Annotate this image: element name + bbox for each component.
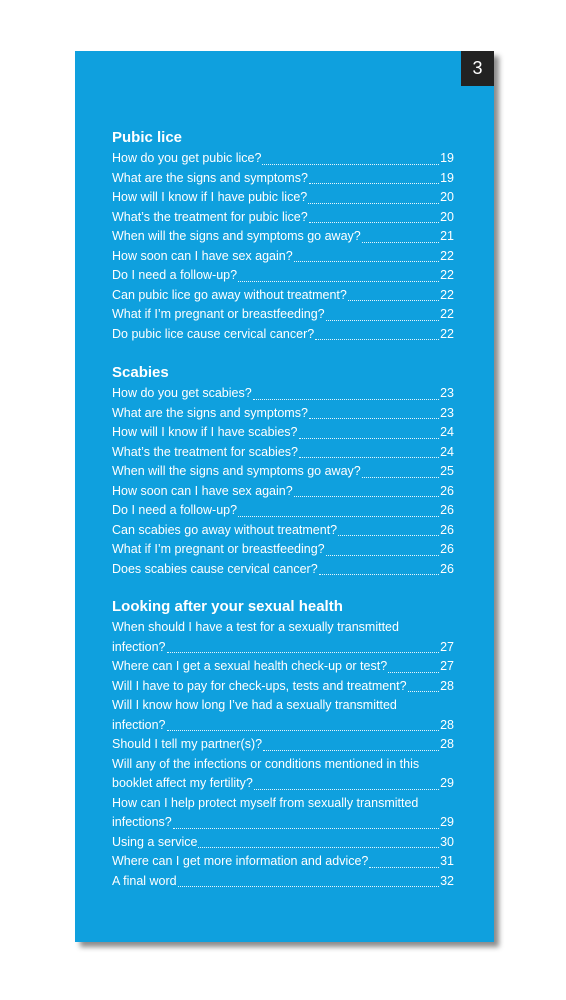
toc-entry[interactable] xyxy=(112,443,454,463)
toc-entry-page: 31 xyxy=(440,854,454,868)
section-title: Scabies xyxy=(112,364,169,381)
toc-entry[interactable] xyxy=(112,735,454,755)
toc-entry[interactable] xyxy=(112,833,454,853)
toc-entry[interactable] xyxy=(112,774,454,794)
toc-entry-title: How soon can I have sex again? xyxy=(112,483,293,498)
dot-leader xyxy=(348,299,439,301)
dot-leader xyxy=(167,651,440,653)
toc-entry-title: How do you get pubic lice? xyxy=(112,151,262,165)
toc-entry-title: How will I know if I have pubic lice? xyxy=(112,190,308,204)
toc-entry-page: 24 xyxy=(440,444,454,459)
dot-leader xyxy=(362,241,439,243)
toc-entry[interactable] xyxy=(112,305,454,325)
toc-entry[interactable] xyxy=(112,404,454,424)
toc-entry-page: 29 xyxy=(440,776,454,790)
dot-leader xyxy=(309,221,439,223)
dot-leader xyxy=(294,260,439,262)
toc-entry-page: 24 xyxy=(440,425,454,439)
toc-entry-title: What’s the treatment for pubic lice? xyxy=(112,209,308,224)
dot-leader xyxy=(167,729,440,731)
toc-entry-text-line[interactable]: Will any of the infections or conditions mentioned in this xyxy=(112,756,420,771)
toc-entry-title: Will I have to pay for check-ups, tests and treatment? xyxy=(112,678,407,693)
toc-entry-title: Should I tell my partner(s)? xyxy=(112,737,263,751)
toc-entry-title: Can pubic lice go away without treatment? xyxy=(112,287,347,302)
dot-leader xyxy=(178,885,439,887)
dot-leader xyxy=(362,476,439,478)
toc-entries xyxy=(112,384,454,579)
toc-entry[interactable] xyxy=(112,188,454,208)
toc-entry-page: 30 xyxy=(440,834,454,849)
toc-entry-page: 25 xyxy=(440,464,454,478)
toc-entry[interactable] xyxy=(112,286,454,306)
toc-entry[interactable] xyxy=(112,423,454,443)
toc-entry[interactable] xyxy=(112,852,454,872)
toc-entry-page: 29 xyxy=(440,815,454,829)
dot-leader xyxy=(299,456,439,458)
dot-leader xyxy=(308,202,439,204)
toc-entry-page: 26 xyxy=(440,483,454,498)
toc-entry[interactable] xyxy=(112,657,454,677)
toc-entry-page: 26 xyxy=(440,561,454,576)
toc-entry-title: Do I need a follow-up? xyxy=(112,268,238,282)
toc-entries xyxy=(112,618,454,891)
toc-entry[interactable] xyxy=(112,227,454,247)
dot-leader xyxy=(198,846,439,848)
toc-entry[interactable] xyxy=(112,560,454,580)
dot-leader xyxy=(408,690,440,692)
toc-entry-page: 26 xyxy=(440,522,454,537)
toc-entry-text-line[interactable]: How can I help protect myself from sexually transmitted xyxy=(112,795,419,810)
toc-entry-page: 19 xyxy=(440,151,454,165)
toc-entry-title: What are the signs and symptoms? xyxy=(112,170,308,185)
dot-leader xyxy=(338,534,439,536)
toc-entries xyxy=(112,149,454,344)
toc-entry[interactable] xyxy=(112,521,454,541)
toc-entry[interactable] xyxy=(112,462,454,482)
toc-section-scabies xyxy=(112,363,454,579)
toc-entry[interactable] xyxy=(112,872,454,892)
toc-entry[interactable] xyxy=(112,266,454,286)
dot-leader xyxy=(388,671,439,673)
toc-entry[interactable] xyxy=(112,247,454,267)
dot-leader xyxy=(309,182,439,184)
toc-entry[interactable] xyxy=(112,208,454,228)
dot-leader xyxy=(173,827,439,829)
toc-entry-title: What if I’m pregnant or breastfeeding? xyxy=(112,542,325,556)
toc-entry[interactable] xyxy=(112,813,454,833)
toc-entry-title: How do you get scabies? xyxy=(112,386,252,400)
dot-leader xyxy=(238,515,439,517)
toc-entry-page: 20 xyxy=(440,190,454,204)
toc-entry-title: How soon can I have sex again? xyxy=(112,248,293,263)
toc-entry-page: 22 xyxy=(440,248,454,263)
toc-entry[interactable] xyxy=(112,540,454,560)
toc-entry[interactable] xyxy=(112,677,454,697)
toc-entry-text-line[interactable]: Will I know how long I’ve had a sexually transmitted xyxy=(112,698,397,712)
section-title: Pubic lice xyxy=(112,129,183,146)
toc-entry-page: 26 xyxy=(440,503,454,517)
toc-entry[interactable] xyxy=(112,384,454,404)
toc-entry[interactable] xyxy=(112,716,454,736)
toc-entry-title: Where can I get more information and advice? xyxy=(112,854,369,868)
toc-entry-title: What are the signs and symptoms? xyxy=(112,405,308,420)
toc-entry-page: 21 xyxy=(440,229,454,243)
toc-entry-page: 22 xyxy=(440,326,454,341)
dot-leader xyxy=(315,338,439,340)
toc-entry-title: When will the signs and symptoms go away? xyxy=(112,229,361,243)
toc-entry[interactable] xyxy=(112,149,454,169)
dot-leader xyxy=(326,319,439,321)
section-title: Looking after your sexual health xyxy=(112,598,343,615)
toc-entry-title: Do I need a follow-up? xyxy=(112,503,238,517)
toc-entry-page: 28 xyxy=(440,737,454,751)
page-number: 3 xyxy=(461,51,494,86)
dot-leader xyxy=(319,573,439,575)
toc-entry-page: 27 xyxy=(440,639,454,654)
toc-entry-title: What’s the treatment for scabies? xyxy=(112,444,298,459)
toc-entry-page: 27 xyxy=(440,659,454,673)
dot-leader xyxy=(326,554,439,556)
toc-entry[interactable] xyxy=(112,325,454,345)
toc-entry-text-line[interactable]: When should I have a test for a sexually transmitted xyxy=(112,620,399,634)
toc-entry-page: 32 xyxy=(440,873,454,888)
toc-entry-title: Can scabies go away without treatment? xyxy=(112,522,338,537)
toc-entry-title: Do pubic lice cause cervical cancer? xyxy=(112,326,315,341)
toc-entry-title: infections? xyxy=(112,815,172,829)
toc-entry-page: 23 xyxy=(440,386,454,400)
toc-entry-title: Does scabies cause cervical cancer? xyxy=(112,561,318,576)
toc-entry-title: What if I’m pregnant or breastfeeding? xyxy=(112,307,325,321)
toc-entry[interactable] xyxy=(112,169,454,189)
dot-leader xyxy=(369,866,439,868)
toc-entry-title: How will I know if I have scabies? xyxy=(112,425,298,439)
dot-leader xyxy=(263,749,439,751)
dot-leader xyxy=(254,788,439,790)
toc-entry-page: 22 xyxy=(440,287,454,302)
toc-entry-title: Where can I get a sexual health check-up or test? xyxy=(112,659,388,673)
toc-entry-page: 20 xyxy=(440,209,454,224)
dot-leader xyxy=(294,495,439,497)
toc-entry[interactable] xyxy=(112,501,454,521)
dot-leader xyxy=(262,163,439,165)
toc-section-pubic-lice xyxy=(112,128,454,344)
toc-section-sexual-health xyxy=(112,597,454,891)
toc-entry[interactable] xyxy=(112,482,454,502)
toc-entry-page: 22 xyxy=(440,307,454,321)
toc-entry[interactable] xyxy=(112,638,454,658)
toc-entry-page: 26 xyxy=(440,542,454,556)
toc-entry-title: infection? xyxy=(112,639,166,654)
toc-entry-title: When will the signs and symptoms go away? xyxy=(112,464,361,478)
toc-entry-page: 22 xyxy=(440,268,454,282)
toc-entry-page: 23 xyxy=(440,405,454,420)
dot-leader xyxy=(253,398,439,400)
dot-leader xyxy=(309,417,439,419)
toc-entry-title: infection? xyxy=(112,717,166,732)
toc-entry-page: 19 xyxy=(440,170,454,185)
toc-entry-page: 28 xyxy=(440,678,454,693)
toc-entry-title: Using a service xyxy=(112,834,198,849)
toc-entry-title: A final word xyxy=(112,873,177,888)
dot-leader xyxy=(238,280,439,282)
toc-entry-page: 28 xyxy=(440,717,454,732)
dot-leader xyxy=(299,437,440,439)
toc-entry-title: booklet affect my fertility? xyxy=(112,776,253,790)
